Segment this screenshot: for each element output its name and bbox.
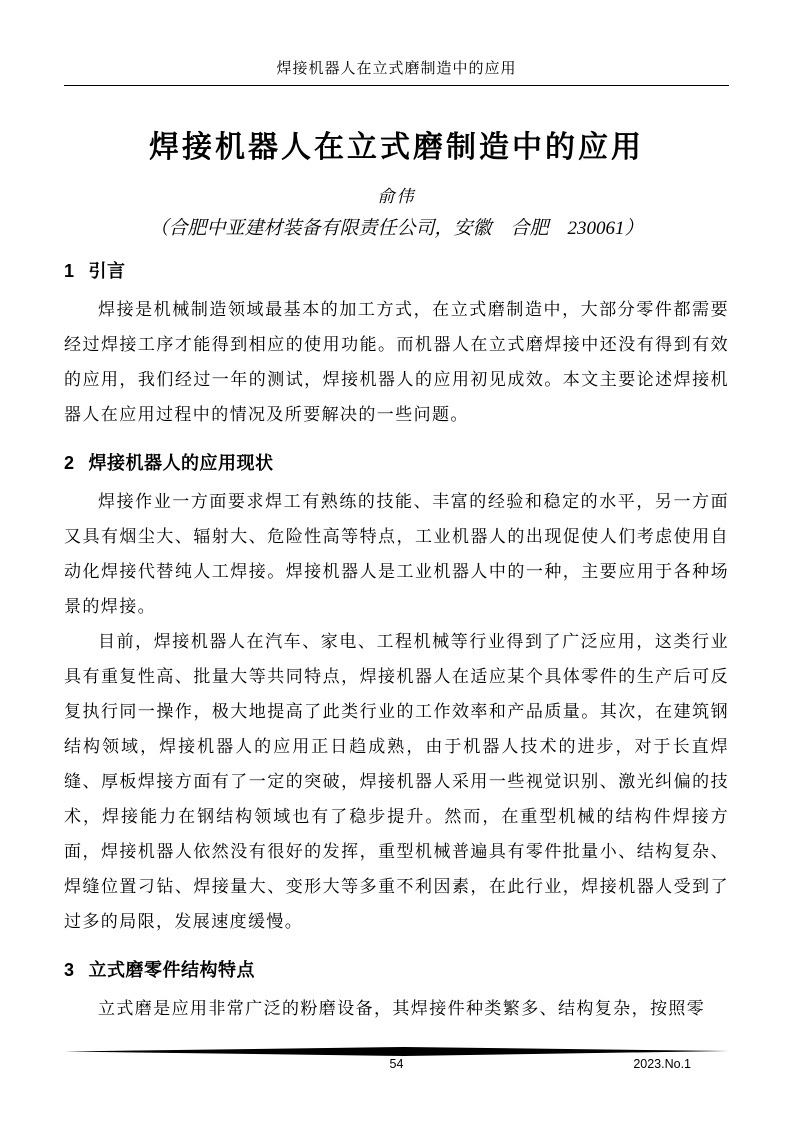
section-title: 焊接机器人的应用现状: [88, 453, 274, 473]
issue-label: 2023.No.1: [633, 1057, 691, 1071]
section-title: 引言: [88, 261, 126, 281]
section-heading-1: [64, 257, 729, 283]
author-affiliation: （合肥中亚建材装备有限责任公司，安徽 合肥 230061）: [149, 218, 644, 239]
section-number: 3: [64, 960, 75, 980]
author-name: 俞伟: [377, 187, 416, 206]
footer-text-row: [64, 1057, 729, 1073]
section-title: 立式磨零件结构特点: [88, 960, 256, 980]
page-content: [64, 0, 729, 1026]
page-number: 54: [389, 1057, 404, 1071]
paragraph: 焊接作业一方面要求焊工有熟练的技能、丰富的经验和稳定的水平，另一方面又具有烟尘大、辐射大、危险性高等特点，工业机器人的出现促使人们考虑使用自动化焊接代替纯人工焊接。焊接机器人是工业机器人中的一种，主要应用于各种场景的焊接。: [64, 492, 729, 616]
footer-decoration-bar: [64, 1047, 729, 1056]
section-number: 1: [64, 261, 75, 281]
page-title: 焊接机器人在立式磨制造中的应用: [149, 131, 644, 164]
running-header: 焊接机器人在立式磨制造中的应用: [64, 0, 729, 86]
paragraph: 立式磨是应用非常广泛的粉磨设备，其焊接件种类繁多、结构复杂，按照零: [98, 999, 706, 1018]
section-number: 2: [64, 453, 75, 473]
paragraph: 目前，焊接机器人在汽车、家电、工程机械等行业得到了广泛应用，这类行业具有重复性高、批量大等共同特点，焊接机器人在适应某个具体零件的生产后可反复执行同一操作，极大地提高了此类行业的工作效率和产品质量。其次，在建筑钢结构领域，焊接机器人的应用正日趋成熟，由于机器人技术的进步，对于长直焊缝、厚板焊接方面有了一定的突破，焊接机器人采用一些视觉识别、激光纠偏的技术，焊接能力在钢结构领域也有了稳步提升。然而，在重型机械的结构件焊接方面，焊接机器人依然没有很好的发挥，重型机械普遍具有零件批量小、结构复杂、焊缝位置刁钻、焊接量大、变形大等多重不利因素，在此行业，焊接机器人受到了过多的局限，发展速度缓慢。: [64, 632, 729, 931]
page-footer: [64, 1047, 729, 1073]
paragraph: 焊接是机械制造领域最基本的加工方式，在立式磨制造中，大部分零件都需要经过焊接工序才能得到相应的使用功能。而机器人在立式磨焊接中还没有得到有效的应用，我们经过一年的测试，焊接机器人的应用初见成效。本文主要论述焊接机器人在应用过程中的情况及所要解决的一些问题。: [64, 300, 729, 424]
section-heading-2: [64, 449, 729, 475]
section-heading-3: [64, 956, 729, 982]
